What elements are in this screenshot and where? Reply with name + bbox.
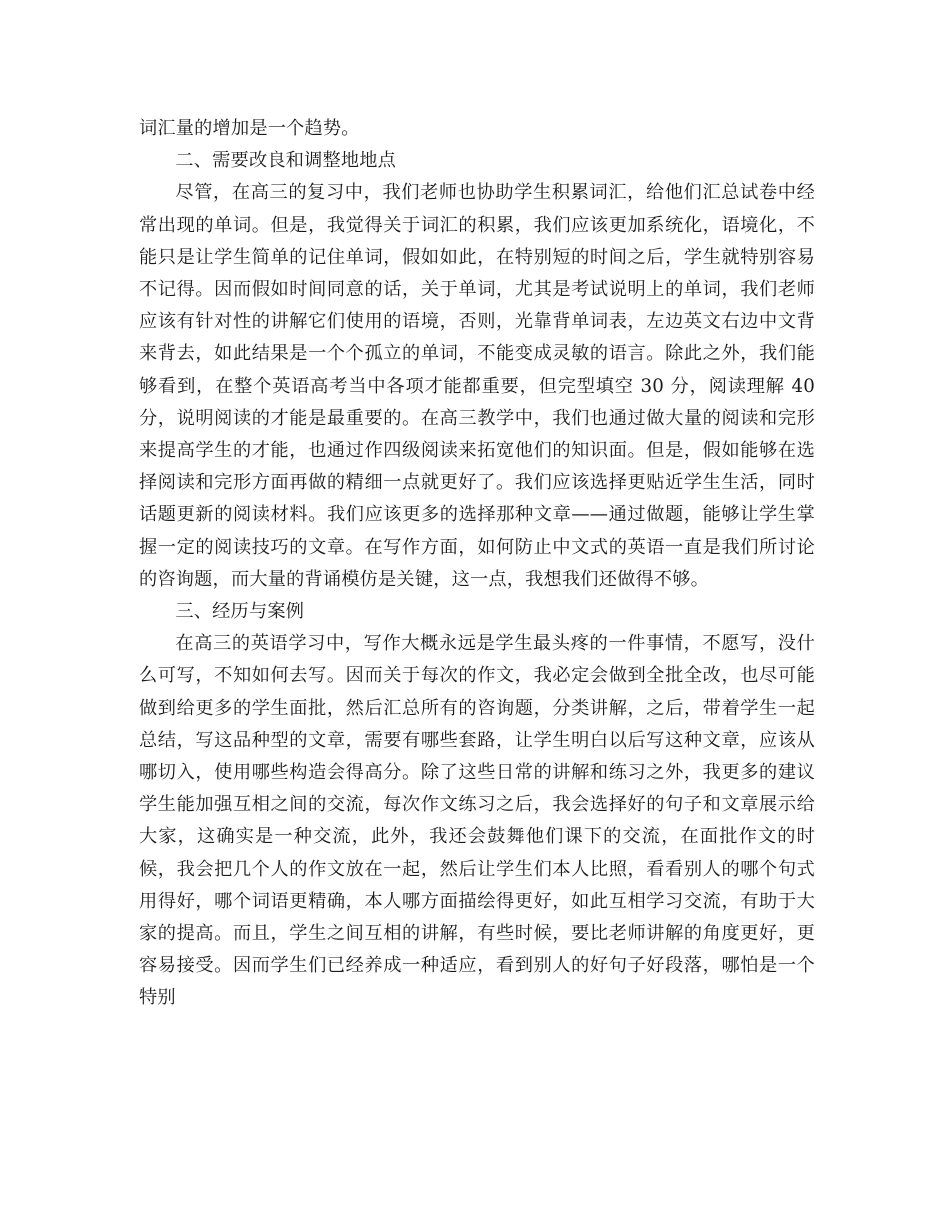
- section-heading-improvements: 二、需要改良和调整地地点: [175, 150, 397, 172]
- paragraph-writing-practice: 在高三的英语学习中，写作大概永远是学生最头疼的一件事情，不愿写，没什么可写，不知如何去写。因而关于每次的作文，我必定会做到全批全改，也尽可能做到给更多的学生面批，然后汇总所有的咨询题，分类讲解，之后，带着学生一起总结，写这品种型的文章，需要有哪些套路，让学生明白以后写这种文章，应该从哪切入，使用哪些构造会得高分。除了这些日常的讲解和练习之外，我更多的建议学生能加强互相之间的交流，每次作文练习之后，我会选择好的句子和文章展示给大家，这确实是一种交流，此外，我还会鼓舞他们课下的交流，在面批作文的时候，我会把几个人的作文放在一起，然后让学生们本人比照，看看别人的哪个句式用得好，哪个词语更精确，本人哪方面描绘得更好，如此互相学习交流，有助于大家的提高。而且，学生之间互相的讲解，有些时候，要比老师讲解的角度更好，更容易接受。因而学生们已经养成一种适应，看到别人的好句子好段落，哪怕是一个特别: [139, 633, 815, 1009]
- paragraph-vocabulary-reading: 尽管，在高三的复习中，我们老师也协助学生积累词汇，给他们汇总试卷中经常出现的单词。但是，我觉得关于词汇的积累，我们应该更加系统化，语境化，不能只是让学生简单的记住单词，假如如此，在特别短的时间之后，学生就特别容易不记得。因而假如时间同意的话，关于单词，尤其是考试说明上的单词，我们老师应该有针对性的讲解它们使用的语境，否则，光靠背单词表，左边英文右边中文背来背去，如此结果是一个个孤立的单词，不能变成灵敏的语言。除此之外，我们能够看到，在整个英语高考当中各项才能都重要，但完型填空 30 分，阅读理解 40 分，说明阅读的才能是最重要的。在高三教学中，我们也通过做大量的阅读和完形来提高学生的才能，也通过作四级阅读来拓宽他们的知识面。但是，假如能够在选择阅读和完形方面再做的精细一点就更好了。我们应该选择更贴近学生生活，同时话题更新的阅读材料。我们应该更多的选择那种文章——通过做题，能够让学生掌握一定的阅读技巧的文章。在写作方面，如何防止中文式的英语一直是我们所讨论的咨询题，而大量的背诵模仿是关键，这一点，我想我们还做得不够。: [139, 182, 815, 590]
- document-body: [139, 113, 815, 1015]
- section-heading-experience: 三、经历与案例: [175, 601, 305, 623]
- paragraph-intro-continuation: 词汇量的增加是一个趋势。: [139, 118, 360, 139]
